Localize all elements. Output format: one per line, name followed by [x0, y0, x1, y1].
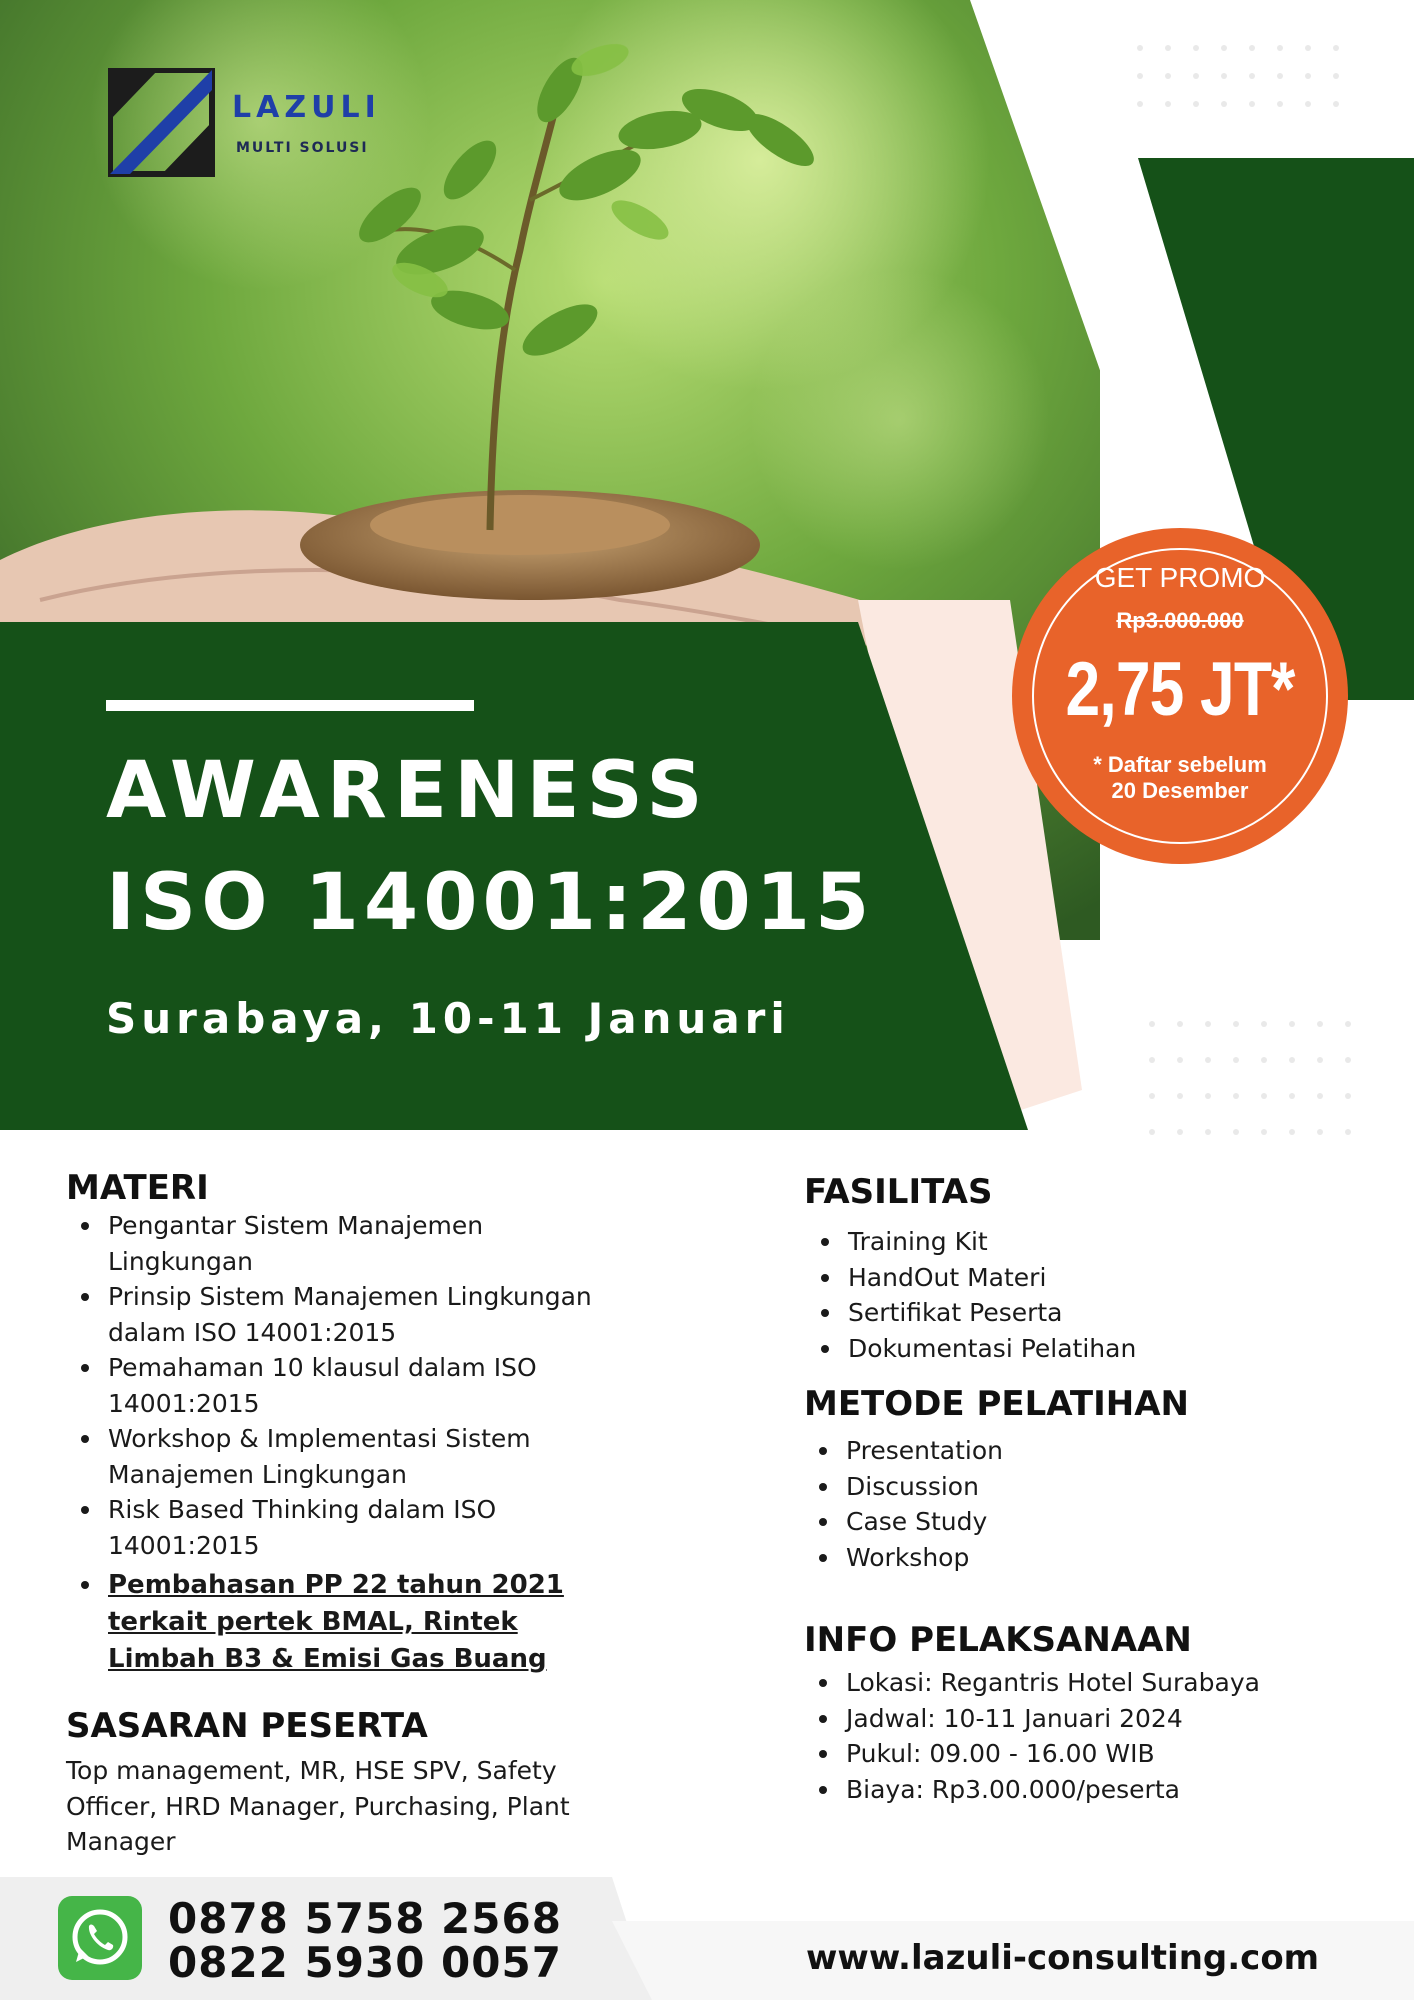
list-item: Presentation — [846, 1433, 1406, 1469]
info-heading: INFO PELAKSANAAN — [804, 1620, 1192, 1660]
list-item: Jadwal: 10-11 Januari 2024 — [846, 1701, 1414, 1737]
promo-price: 2,75 JT* — [1065, 647, 1295, 732]
list-item: Biaya: Rp3.00.000/peserta — [846, 1772, 1414, 1808]
fasilitas-list — [806, 1224, 1408, 1366]
metode-list — [804, 1433, 1406, 1575]
list-item: Risk Based Thinking dalam ISO 14001:2015 — [108, 1492, 628, 1563]
list-item: Dokumentasi Pelatihan — [848, 1331, 1408, 1367]
info-list — [804, 1665, 1414, 1807]
sasaran-heading: SASARAN PESERTA — [66, 1706, 428, 1746]
list-item: Pemahaman 10 klausul dalam ISO 14001:2015 — [108, 1350, 628, 1421]
list-item: Workshop & Implementasi Sistem Manajemen Lingkungan — [108, 1421, 628, 1492]
list-item: Sertifikat Peserta — [848, 1295, 1408, 1331]
promo-old-price: Rp3.000.000 — [1116, 608, 1244, 633]
promo-note-date: 20 Desember — [1111, 778, 1249, 803]
metode-heading: METODE PELATIHAN — [804, 1384, 1189, 1424]
list-item: Pukul: 09.00 - 16.00 WIB — [846, 1736, 1414, 1772]
list-item: Workshop — [846, 1540, 1406, 1576]
list-item: Case Study — [846, 1504, 1406, 1540]
headline-line-1: AWARENESS — [106, 746, 710, 836]
list-item: Prinsip Sistem Manajemen Lingkungan dalam ISO 14001:2015 — [108, 1279, 628, 1350]
website-link[interactable]: www.lazuli-consulting.com — [806, 1938, 1320, 1978]
logo-mark-icon — [108, 68, 216, 178]
materi-highlight-item: Pembahasan PP 22 tahun 2021 terkait pertek BMAL, Rintek Limbah B3 & Emisi Gas Buang — [108, 1567, 628, 1678]
brand-tagline: MULTI SOLUSI — [236, 140, 369, 156]
title-divider — [106, 700, 474, 711]
fasilitas-heading: FASILITAS — [804, 1172, 993, 1212]
promo-title: GET PROMO — [1094, 562, 1266, 593]
promo-badge — [1012, 528, 1348, 864]
headline-subtitle: Surabaya, 10-11 Januari — [106, 994, 790, 1043]
list-item: HandOut Materi — [848, 1260, 1408, 1296]
phone-number-1[interactable]: 0878 5758 2568 — [168, 1894, 562, 1943]
materi-heading: MATERI — [66, 1168, 209, 1208]
brand-logo — [108, 68, 408, 178]
list-item: Training Kit — [848, 1224, 1408, 1260]
phone-number-2[interactable]: 0822 5930 0057 — [168, 1938, 562, 1987]
list-item: Lokasi: Regantris Hotel Surabaya — [846, 1665, 1414, 1701]
promo-note: * Daftar sebelum — [1093, 752, 1267, 777]
list-item: Pengantar Sistem Manajemen Lingkungan — [108, 1208, 628, 1279]
materi-list — [66, 1208, 628, 1678]
list-item: Discussion — [846, 1469, 1406, 1505]
sasaran-text: Top management, MR, HSE SPV, Safety Officer, HRD Manager, Purchasing, Plant Manager — [66, 1756, 570, 1856]
headline-line-2: ISO 14001:2015 — [106, 858, 875, 948]
whatsapp-icon[interactable] — [58, 1896, 142, 1980]
brand-name: LAZULI — [232, 90, 381, 125]
